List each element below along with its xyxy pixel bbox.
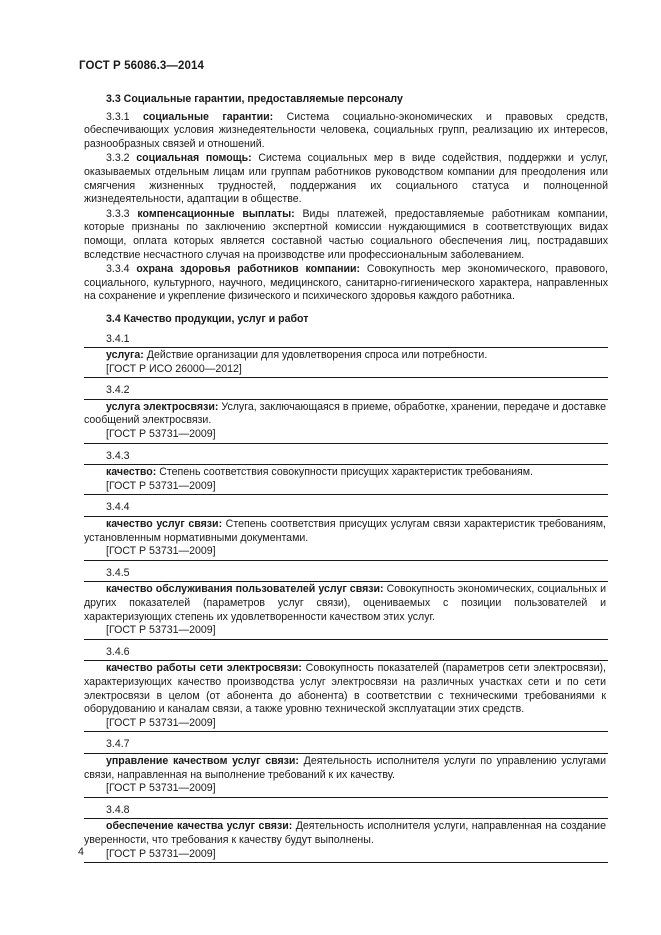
term: услуга: [106, 349, 144, 362]
definition-text [84, 820, 606, 847]
definition-box-3-4-4 [84, 516, 608, 561]
definition-text [84, 401, 606, 428]
document-header: ГОСТ Р 56086.3—2014 [79, 60, 204, 72]
term: управление качеством услуг связи: [106, 754, 299, 767]
definition-text [84, 755, 606, 782]
definition-box-3-4-7 [84, 753, 608, 798]
source-reference: [ГОСТ Р 53731—2009] [106, 428, 216, 441]
definition-text: Система социальных мер в виде содействия, поддержки и услуг, оказываемых отдельным лицам или группам работников руководством компании для преодоления или смягчения жизненных трудностей, поддержания их социального статуса и полноценной жизнедеятельности, адаптации в обществе. [84, 152, 608, 206]
source-reference: [ГОСТ Р 53731—2009] [106, 545, 216, 558]
definition-body: Совокупность экономических, социальных и других показателей (параметров услуг связи), оцениваемых с позиции пользователей и характеризующих степень их удовлетворенности качеством этих услуг. [84, 583, 606, 623]
term: качество: [106, 466, 157, 479]
definition-text [84, 349, 606, 363]
definition-3-3-1 [84, 111, 608, 152]
term: социальные гарантии: [143, 110, 274, 123]
clause-number-3-4-4: 3.4.4 [106, 501, 130, 514]
definition-body: Совокупность показателей (параметров сети электросвязи), характеризующих качество производства услуг электросвязи на различных участках сети и по сети электросвязи в целом (от абонента до абонента) в соответствии с техническими требованиями к оборудованию и каналам связи, а также уровню технической эксплуатации этих средств. [84, 662, 606, 716]
definition-text: Совокупность мер экономического, правового, социального, культурного, научного, медицинского, санитарно-гигиенического характера, направленных на сохранение и укрепление физического и психического здоровья каждого работника. [84, 263, 608, 303]
clause-number-3-4-3: 3.4.3 [106, 449, 130, 462]
term: компенсационные выплаты: [137, 207, 295, 220]
section-title-3-3: 3.3 Социальные гарантии, предоставляемые персоналу [106, 93, 403, 105]
source-reference: [ГОСТ Р 53731—2009] [106, 716, 216, 729]
definition-body: Услуга, заключающаяся в приеме, обработке, хранении, передаче и доставке сообщений электросвязи. [84, 400, 606, 427]
definition-text [84, 518, 606, 545]
definition-body: Степень соответствия присущих услугам связи характеристик требованиям, установленным нормативными документами. [84, 518, 606, 544]
definition-text [84, 662, 606, 716]
source-reference: [ГОСТ Р 53731—2009] [106, 782, 216, 795]
definition-text [84, 583, 606, 624]
definition-text: Виды платежей, предоставляемые работникам компании, которые признаны по заключению экспертной комиссии нуждающимися в соответствующих видах помощи, оплата которых является составной частью социального обеспечения лиц, пострадавших вследствие несчастного случая на производстве или профессиональным заболеванием. [84, 207, 609, 261]
clause-number: 3.3.1 [106, 110, 130, 123]
term: услуга электросвязи: [106, 400, 219, 413]
clause-number: 3.3.4 [106, 263, 130, 276]
term: социальная помощь: [136, 152, 252, 165]
definition-box-3-4-2 [84, 399, 608, 444]
page-number: 4 [78, 846, 84, 858]
clause-number-3-4-1: 3.4.1 [106, 332, 130, 345]
definition-body: Деятельность исполнителя услуги, направленная на создание уверенности, что требования к качеству будут выполнены. [84, 820, 606, 846]
source-reference: [ГОСТ Р 53731—2009] [106, 624, 216, 637]
definition-3-3-2 [84, 152, 608, 206]
source-reference: [ГОСТ Р ИСО 26000—2012] [106, 362, 242, 375]
term: обеспечение качества услуг связи: [106, 820, 293, 833]
term: качество обслуживания пользователей услуг связи: [106, 583, 384, 596]
clause-number-3-4-8: 3.4.8 [106, 803, 130, 816]
section-title-3-4: 3.4 Качество продукции, услуг и работ [106, 312, 309, 325]
clause-number-3-4-5: 3.4.5 [106, 566, 130, 579]
definition-box-3-4-3 [84, 464, 608, 495]
clause-number-3-4-2: 3.4.2 [106, 384, 130, 397]
definition-box-3-4-1 [84, 347, 608, 378]
clause-number-3-4-6: 3.4.6 [106, 645, 130, 658]
definition-body: Степень соответствия совокупности присущих характеристик требованиям. [156, 466, 533, 479]
clause-number: 3.3.2 [106, 152, 130, 165]
term: качество работы сети электросвязи: [106, 662, 302, 675]
source-reference: [ГОСТ Р 53731—2009] [106, 479, 216, 492]
definition-3-3-4 [84, 263, 608, 304]
source-reference: [ГОСТ Р 53731—2009] [106, 847, 216, 860]
term: качество услуг связи: [106, 518, 223, 531]
definition-3-3-3 [84, 208, 608, 262]
definition-text: Система социально-экономических и правовых средств, обеспечивающих условия жизнедеятельности человека, социальных групп, реализацию их интересов, разнообразных связей и отношений. [84, 110, 608, 150]
definition-box-3-4-6 [84, 660, 608, 732]
definition-box-3-4-8 [84, 818, 608, 863]
definition-text [84, 466, 606, 480]
clause-number-3-4-7: 3.4.7 [106, 738, 130, 751]
term: охрана здоровья работников компании: [136, 263, 361, 276]
clause-number: 3.3.3 [106, 207, 130, 220]
definition-box-3-4-5 [84, 581, 608, 639]
definition-body: Действие организации для удовлетворения спроса или потребности. [143, 349, 488, 362]
definition-body: Деятельность исполнителя услуги по управлению услугами связи, направленная на выполнение требований к их качеству. [84, 754, 606, 781]
document-body [84, 93, 608, 863]
